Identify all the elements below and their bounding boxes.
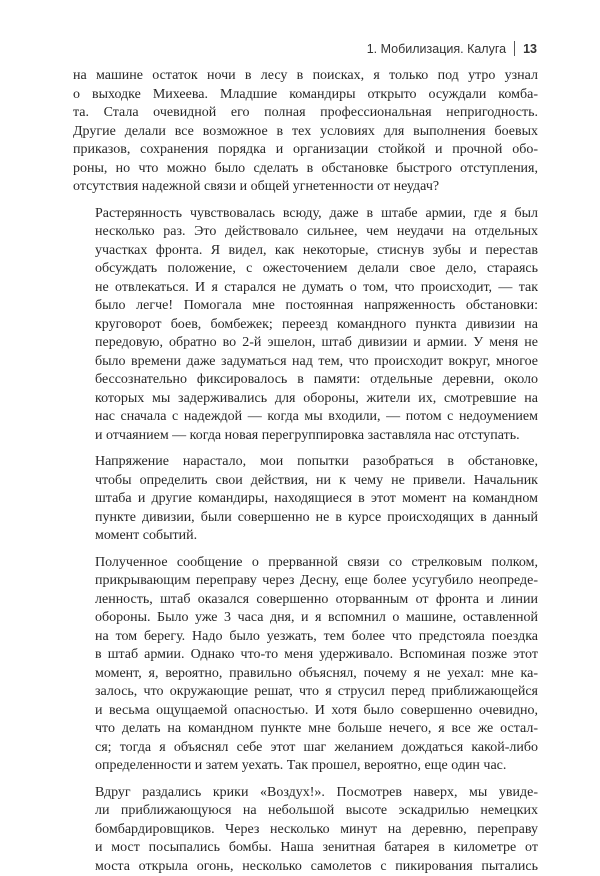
text-line: что делать на командном пункте мне больше нечего, я все же остал- [73,720,538,739]
text-line: круговорот боев, бомбежек; переезд командного пункта дивизии на [73,316,538,335]
text-line: ленность, штаб оказался совершенно оторванным от фронта и линии [73,591,538,610]
text-line: моста открыла огонь, несколько самолетов с пикирования пытались [73,858,538,876]
text-line: ли приближающуюся на небольшой высоте эскадрилью немецких [73,802,538,821]
text-line: было времени даже задуматься над тем, что происходит вокруг, многое [73,353,538,372]
paragraph [73,554,538,776]
text-line: обсуждать положение, с ожесточением делали свое дело, стараясь [73,260,538,279]
body-text [73,67,538,876]
text-line: приказов, сохранения порядка и организации стойкой и прочной обо- [73,141,538,160]
text-line: о выходке Михеева. Младшие командиры открыто осуждали комба- [73,86,538,105]
text-line: не отвлекаться. И я старался не думать о том, что происходит, — так [73,279,538,298]
text-line: которых мы задерживались для обороны, жители их, смотревшие на [73,390,538,409]
header-divider [514,41,515,56]
text-line: бессознательно фиксировалось в памяти: отдельные деревни, около [73,371,538,390]
text-line: залось, что окружающие решат, что я струсил перед приближающейся [73,683,538,702]
text-line: отсутствия надежной связи и общей угнетенности от неудач? [73,178,538,197]
paragraph [73,784,538,876]
text-line: Напряжение нарастало, мои попытки разобраться в обстановке, [73,453,538,472]
text-line: передовую, обратно во 2-й эшелон, штаб дивизии и армии. У меня не [73,334,538,353]
paragraph [73,67,538,197]
text-line: обороны. Было уже 3 часа дня, и я вспомнил о машине, оставленной [73,609,538,628]
text-line: та. Стала очевидной его полная профессиональная непригодность. [73,104,538,123]
text-line: ся; тогда я объяснял себе этот шаг желанием дождаться какой-либо [73,739,538,758]
text-line: и весьма ощущаемой опасностью. И хотя было совершенно очевидно, [73,702,538,721]
running-header [367,41,537,56]
text-line: на машине остаток ночи в лесу в поисках, я только под утро узнал [73,67,538,86]
text-line: момент событий. [73,527,538,546]
text-line: Другие делали все возможное в тех условиях для выполнения боевых [73,123,538,142]
text-line: на том берегу. Надо было уезжать, тем более что предстояла поездка [73,628,538,647]
text-line: Полученное сообщение о прерванной связи со стрелковым полком, [73,554,538,573]
text-line: участках фронта. Я видел, как некоторые, стиснув зубы и перестав [73,242,538,261]
text-line: прикрывающим переправу через Десну, еще более усугубило неопреде- [73,572,538,591]
text-line: было легче! Помогала мне постоянная напряженность обстановки: [73,297,538,316]
text-line: в штаб армии. Однако что-то меня удерживало. Вспоминая позже этот [73,646,538,665]
text-line: бомбардировщиков. Через несколько минут на деревню, переправу [73,821,538,840]
paragraph [73,205,538,446]
paragraph [73,453,538,546]
text-line: определенности и затем уехать. Так прошел, вероятно, еще один час. [73,757,538,776]
text-line: и отчаянием — когда новая перегруппировка заставляла нас отступать. [73,427,538,446]
text-line: Вдруг раздались крики «Воздух!». Посмотрев наверх, мы увиде- [73,784,538,803]
text-line: момент, я, вероятно, правильно объяснял, почему я не уехал: мне ка- [73,665,538,684]
text-line: и мост посыпались бомбы. Наша зенитная батарея в километре от [73,839,538,858]
text-line: пункте дивизии, были совершенно не в курсе происходящих в данный [73,509,538,528]
text-line: штаба и другие командиры, находящиеся в этот момент на командном [73,490,538,509]
text-line: нас сначала с надеждой — когда мы входили, — потом с недоумением [73,408,538,427]
text-line: Растерянность чувствовалась всюду, даже в штабе армии, где я был [73,205,538,224]
page-number: 13 [523,42,537,56]
text-line: чтобы определить свои действия, ни к чему не привели. Начальник [73,472,538,491]
text-line: роны, но что можно было сделать в обстановке быстрого отступления, [73,160,538,179]
text-line: несколько раз. Это действовало сильнее, чем неудачи на отдельных [73,223,538,242]
chapter-title: 1. Мобилизация. Калуга [367,42,506,56]
